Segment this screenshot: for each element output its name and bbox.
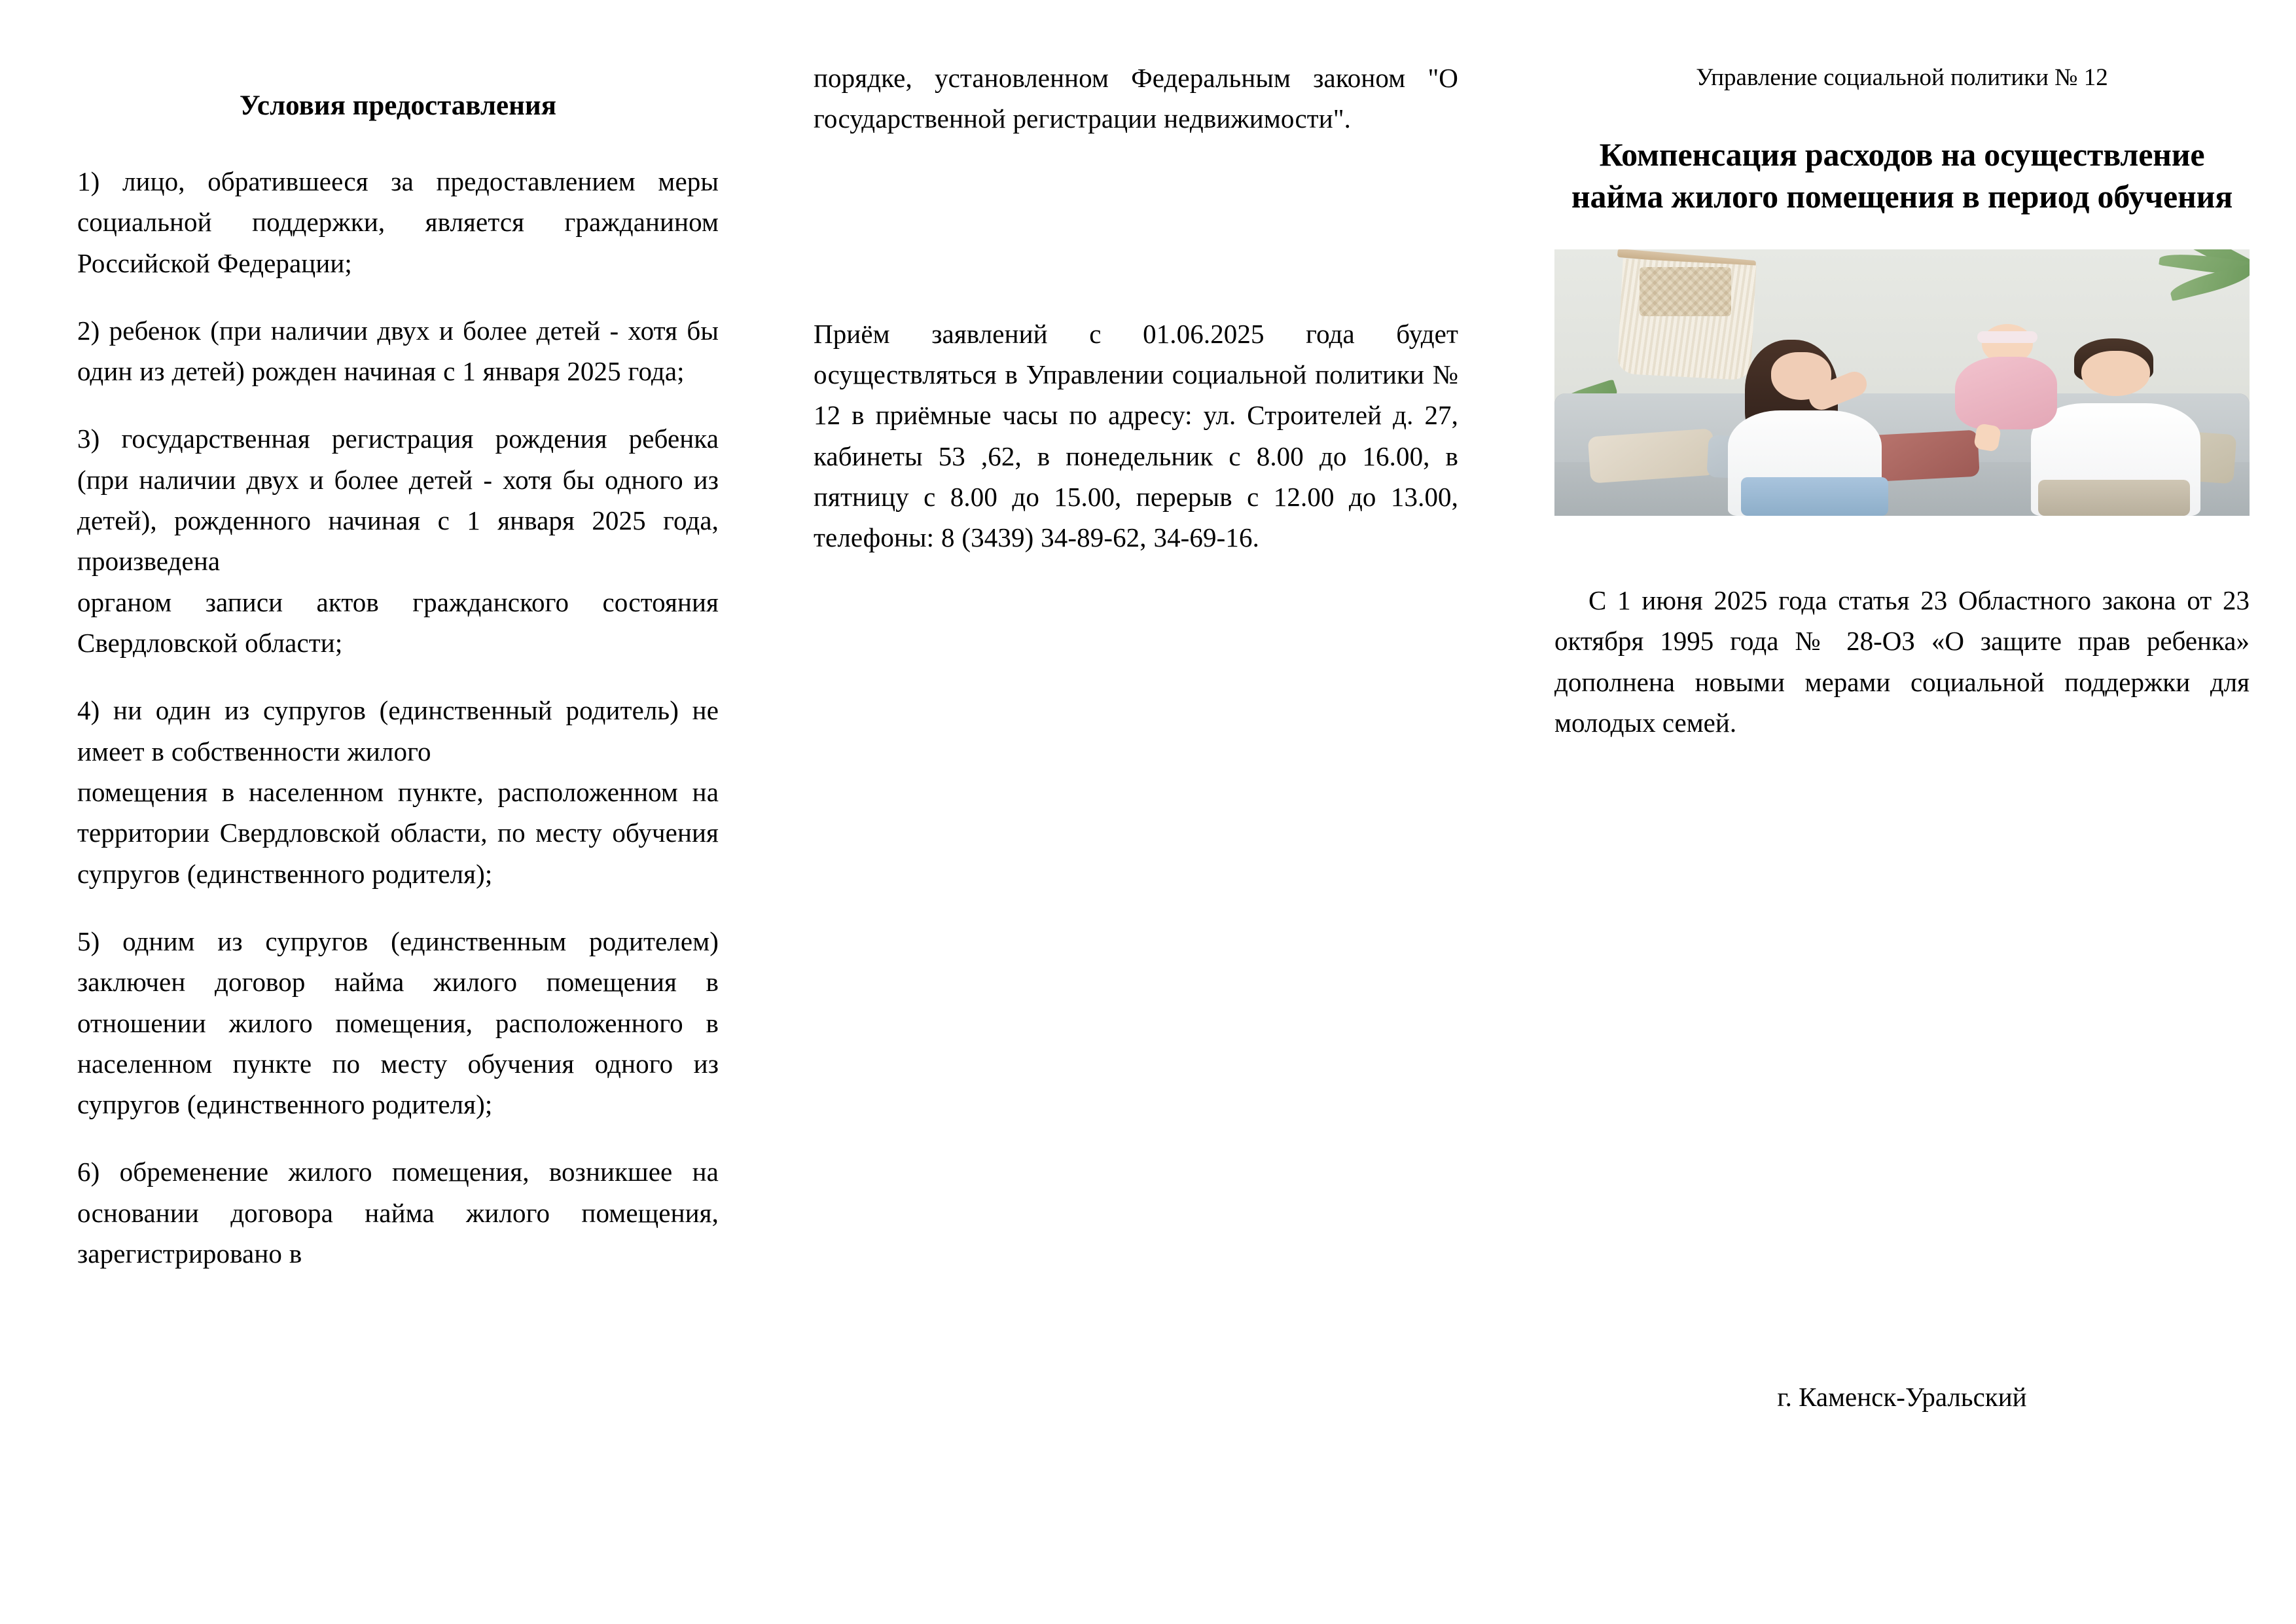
condition-item-6-continued: порядке, установленном Федеральным законом "О государственной регистрации недвижимости". — [814, 63, 1458, 134]
middle-column — [814, 0, 1458, 1624]
column-spacer — [814, 139, 1458, 314]
baby-figure — [1950, 324, 2062, 441]
left-column — [77, 0, 719, 1624]
condition-item-4: 4) ни один из супругов (единственный родитель) не имеет в собственности жилого — [77, 695, 719, 767]
page-title: Компенсация расходов на осуществление найма жилого помещения в период обучения — [1571, 135, 2233, 215]
condition-item-5: 5) одним из супругов (единственным родителем) заключен договор найма жилого помещения в отношении жилого помещения, расположенного в населенном пункте по месту обучения одного из супругов (единственного родителя); — [77, 926, 719, 1120]
reception-info-paragraph: Приём заявлений с 01.06.2025 года будет осуществляться в Управлении социальной политики № 12 в приёмные часы по адресу: ул. Строителей д. 27, кабинеты 53 ,62, в понедельник с 8.00 до 16.00, в пятницу с 8.00 до 15.00, перерыв с 12.00 до 13.00, телефоны: 8 (3439) 34-89-62, 34-69-16. — [814, 318, 1458, 553]
intro-paragraph: С 1 июня 2025 года статья 23 Областного закона от 23 октября 1995 года № 28-ОЗ «О защите прав ребенка» дополнена новыми мерами социальной поддержки для молодых семей. — [1554, 585, 2250, 738]
right-column — [1554, 0, 2250, 1624]
organization-name: Управление социальной политики № 12 — [1696, 64, 2108, 91]
left-column-heading: Условия предоставления — [240, 90, 556, 121]
condition-item-3: 3) государственная регистрация рождения ребенка (при наличии двух и более детей - хотя бы одного из детей), рожденного начиная с 1 января 2025 года, произведена — [77, 424, 719, 577]
condition-item-3-continued: органом записи актов гражданского состояния Свердловской области; — [77, 586, 719, 659]
plant-right-icon — [2145, 249, 2250, 319]
condition-item-6: 6) обременение жилого помещения, возникшее на основании договора найма жилого помещения, зарегистрировано в — [77, 1157, 719, 1269]
condition-item-4-continued: помещения в населенном пункте, расположенном на территории Свердловской области, по месту обучения супругов (единственного родителя); — [77, 776, 719, 889]
condition-item-2: 2) ребенок (при наличии двух и более детей - хотя бы один из детей) рожден начиная с 1 января 2025 года; — [77, 315, 719, 387]
condition-item-1: 1) лицо, обратившееся за предоставлением меры социальной поддержки, является гражданином Российской Федерации; — [77, 166, 719, 278]
family-photo — [1554, 249, 2250, 516]
city-label: г. Каменск-Уральский — [1777, 1382, 2027, 1412]
mother-figure — [1721, 340, 1888, 516]
photo-scene — [1554, 249, 2250, 516]
